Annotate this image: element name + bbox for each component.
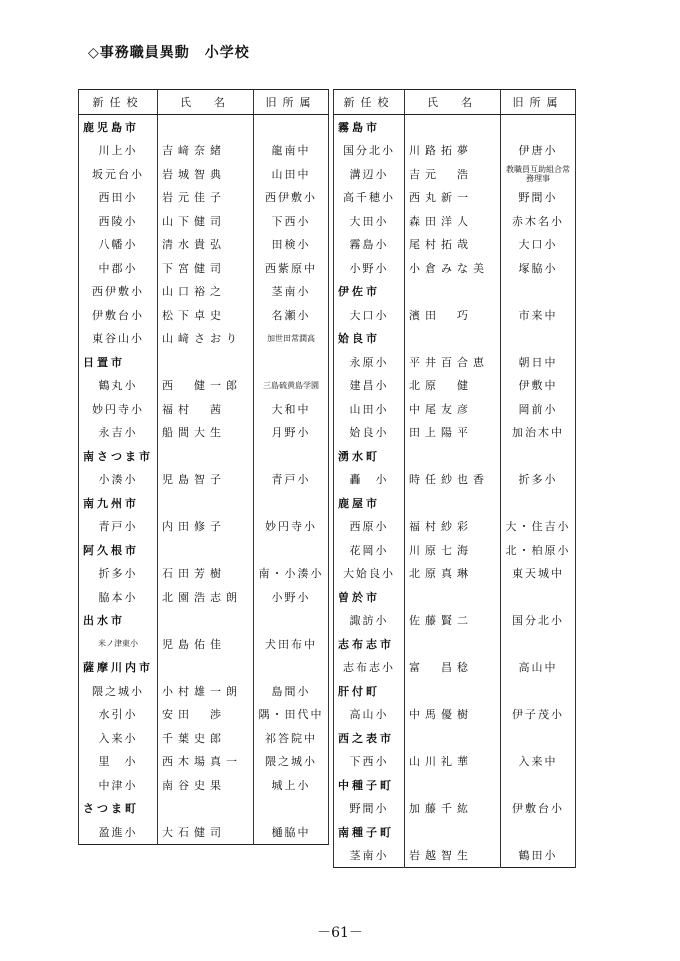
header-row [79,90,329,115]
new-school-cell: 志布志小 [334,656,405,680]
empty-cell [405,773,501,797]
name-cell: 西 健一郎 [158,374,254,398]
table-row [79,374,329,398]
old-school-cell: 伊敷中 [501,374,576,398]
table-row [79,162,329,186]
empty-cell [405,327,501,351]
new-school-cell: 折多小 [79,562,158,586]
name-cell: 森田洋人 [405,209,501,233]
new-school-cell: 轟 小 [334,468,405,492]
old-school-cell: 伊唐小 [501,139,576,163]
section-row [79,797,329,821]
new-school-cell: 西田小 [79,186,158,210]
municipality-heading: 南九州市 [79,491,158,515]
old-school-cell: 西伊敷小 [254,186,329,210]
new-school-cell: 脇本小 [79,585,158,609]
name-cell: 岩城智典 [158,162,254,186]
municipality-heading: 志布志市 [334,632,405,656]
empty-cell [158,797,254,821]
table-row [334,750,576,774]
page-number: －61－ [317,925,363,941]
empty-cell [158,656,254,680]
empty-cell [405,820,501,844]
empty-cell [501,632,576,656]
table-row [334,656,576,680]
old-school-cell: 樋脇中 [254,820,329,844]
name-cell: 岩元佳子 [158,186,254,210]
old-school-cell: 下西小 [254,209,329,233]
municipality-heading: 日置市 [79,350,158,374]
empty-cell [405,115,501,139]
new-school-cell: 中津小 [79,773,158,797]
table-row [334,303,576,327]
new-school-cell: 小野小 [334,256,405,280]
name-cell: 中馬優樹 [405,703,501,727]
table-row [334,797,576,821]
section-row [79,444,329,468]
municipality-heading: 湧水町 [334,444,405,468]
new-school-cell: 鶴丸小 [79,374,158,398]
name-cell: 内田修子 [158,515,254,539]
new-school-cell: 盈進小 [79,820,158,844]
left-roster-table [78,89,329,845]
name-cell: 山口裕之 [158,280,254,304]
table-row [334,538,576,562]
name-cell: 佐藤賢二 [405,609,501,633]
municipality-heading: 出水市 [79,609,158,633]
page-title: ◇事務職員異動 小学校 [88,45,250,61]
name-cell: 清水貴弘 [158,233,254,257]
table-row [79,773,329,797]
old-school-cell: 大口小 [501,233,576,257]
name-cell: 児島佑佳 [158,632,254,656]
municipality-heading: 阿久根市 [79,538,158,562]
old-school-cell: 名瀬小 [254,303,329,327]
empty-cell [501,820,576,844]
table-row [334,374,576,398]
header-new-school: 新任校 [79,90,158,115]
new-school-cell: 小湊小 [79,468,158,492]
table-row [334,421,576,445]
old-school-cell: 野間小 [501,186,576,210]
name-cell: 川原七海 [405,538,501,562]
new-school-cell: 八幡小 [79,233,158,257]
table-row [334,562,576,586]
old-school-cell: 南・小湊小 [254,562,329,586]
old-school-cell: 伊敷台小 [501,797,576,821]
new-school-cell: 茎南小 [334,844,405,868]
table-row [79,139,329,163]
empty-cell [501,585,576,609]
empty-cell [501,773,576,797]
old-school-cell: 東天城中 [501,562,576,586]
new-school-cell: 入来小 [79,726,158,750]
new-school-cell: 西伊敷小 [79,280,158,304]
name-cell: 北原 健 [405,374,501,398]
empty-cell [158,609,254,633]
table-row [334,233,576,257]
name-cell: 大石健司 [158,820,254,844]
old-school-cell: 西紫原中 [254,256,329,280]
section-row [79,350,329,374]
empty-cell [158,350,254,374]
empty-cell [501,491,576,515]
new-school-cell: 高千穂小 [334,186,405,210]
old-school-cell: 妙円寺小 [254,515,329,539]
header-name: 氏 名 [405,90,501,115]
table-row [79,468,329,492]
empty-cell [254,115,329,139]
empty-cell [405,679,501,703]
name-cell: 中尾友彦 [405,397,501,421]
new-school-cell: 永原小 [334,350,405,374]
empty-cell [501,444,576,468]
name-cell: 川路拓夢 [405,139,501,163]
section-row [334,280,576,304]
municipality-heading: 伊佐市 [334,280,405,304]
name-cell: 安田 渉 [158,703,254,727]
new-school-cell: 青戸小 [79,515,158,539]
new-school-cell: 中郡小 [79,256,158,280]
table-row [334,703,576,727]
empty-cell [254,797,329,821]
name-cell: 富 昌稔 [405,656,501,680]
old-school-cell: 国分北小 [501,609,576,633]
new-school-cell: 永吉小 [79,421,158,445]
right-roster-table [333,89,576,868]
table-row [79,750,329,774]
old-school-cell: 教職員互助組合常務理事 [501,162,576,186]
new-school-cell: 野間小 [334,797,405,821]
empty-cell [405,726,501,750]
table-row [79,515,329,539]
section-row [334,585,576,609]
municipality-heading: 姶良市 [334,327,405,351]
name-cell: 加藤千紘 [405,797,501,821]
name-cell: 西丸新一 [405,186,501,210]
name-cell: 尾村拓哉 [405,233,501,257]
empty-cell [405,280,501,304]
old-school-cell: 入来中 [501,750,576,774]
old-school-cell: 小野小 [254,585,329,609]
old-school-cell: 隅・田代中 [254,703,329,727]
old-school-cell: 赤木名小 [501,209,576,233]
section-row [334,444,576,468]
name-cell: 下宮健司 [158,256,254,280]
old-school-cell: 城上小 [254,773,329,797]
empty-cell [501,726,576,750]
name-cell: 岩越智生 [405,844,501,868]
municipality-heading: 霧島市 [334,115,405,139]
municipality-heading: 曽於市 [334,585,405,609]
table-row [334,162,576,186]
old-school-cell: 田検小 [254,233,329,257]
table-row [79,679,329,703]
header-old-school: 旧所属 [254,90,329,115]
empty-cell [405,491,501,515]
name-cell: 小村雄一朗 [158,679,254,703]
old-school-cell: 朝日中 [501,350,576,374]
name-cell: 山﨑さおり [158,327,254,351]
municipality-heading: さつま町 [79,797,158,821]
name-cell: 山下健司 [158,209,254,233]
municipality-heading: 南種子町 [334,820,405,844]
new-school-cell: 国分北小 [334,139,405,163]
name-cell: 千葉史郎 [158,726,254,750]
empty-cell [501,280,576,304]
name-cell: 福村 茜 [158,397,254,421]
section-row [334,820,576,844]
name-cell: 吉元 浩 [405,162,501,186]
old-school-cell: 祁答院中 [254,726,329,750]
table-row [79,632,329,656]
empty-cell [501,327,576,351]
empty-cell [254,491,329,515]
empty-cell [254,538,329,562]
section-row [334,773,576,797]
name-cell: 南谷史果 [158,773,254,797]
section-row [79,538,329,562]
table-row [79,820,329,844]
old-school-cell: 三島硫黄島学園 [254,374,329,398]
table-row [79,703,329,727]
old-school-cell: 青戸小 [254,468,329,492]
new-school-cell: 霧島小 [334,233,405,257]
new-school-cell: 隈之城小 [79,679,158,703]
municipality-heading: 西之表市 [334,726,405,750]
empty-cell [254,609,329,633]
old-school-cell: 塚脇小 [501,256,576,280]
old-school-cell: 市来中 [501,303,576,327]
name-cell: 松下卓史 [158,303,254,327]
new-school-cell: 大姶良小 [334,562,405,586]
table-row [334,209,576,233]
name-cell: 船間大生 [158,421,254,445]
name-cell: 濱田 巧 [405,303,501,327]
name-cell: 北原真琳 [405,562,501,586]
new-school-cell: 溝辺小 [334,162,405,186]
new-school-cell: 諏訪小 [334,609,405,633]
section-row [334,327,576,351]
old-school-cell: 隈之城小 [254,750,329,774]
table-row [79,585,329,609]
name-cell: 平井百合恵 [405,350,501,374]
municipality-heading: 薩摩川内市 [79,656,158,680]
table-row [79,186,329,210]
old-school-cell: 茎南小 [254,280,329,304]
name-cell: 小倉みな美 [405,256,501,280]
new-school-cell: 姶良小 [334,421,405,445]
table-row [79,303,329,327]
old-school-cell: 月野小 [254,421,329,445]
new-school-cell: 花岡小 [334,538,405,562]
empty-cell [254,656,329,680]
empty-cell [405,585,501,609]
new-school-cell: 高山小 [334,703,405,727]
section-row [334,632,576,656]
table-row [334,139,576,163]
municipality-heading: 鹿屋市 [334,491,405,515]
municipality-heading: 肝付町 [334,679,405,703]
table-row [334,515,576,539]
new-school-cell: 里 小 [79,750,158,774]
old-school-cell: 加世田常潤高 [254,327,329,351]
table-row [79,397,329,421]
section-row [79,115,329,139]
new-school-cell: 川上小 [79,139,158,163]
old-school-cell: 大・住吉小 [501,515,576,539]
table-row [334,468,576,492]
new-school-cell: 水引小 [79,703,158,727]
name-cell: 時任紗也香 [405,468,501,492]
header-row [334,90,576,115]
empty-cell [501,115,576,139]
old-school-cell: 大和中 [254,397,329,421]
empty-cell [405,444,501,468]
table-row [334,844,576,868]
new-school-cell: 下西小 [334,750,405,774]
header-old-school: 旧所属 [501,90,576,115]
table-row [79,726,329,750]
old-school-cell: 岡前小 [501,397,576,421]
table-row [79,280,329,304]
table-row [79,562,329,586]
section-row [79,656,329,680]
table-row [79,327,329,351]
new-school-cell: 大口小 [334,303,405,327]
new-school-cell: 坂元台小 [79,162,158,186]
empty-cell [158,444,254,468]
table-row [334,186,576,210]
new-school-cell: 米ノ津東小 [79,632,158,656]
section-row [334,726,576,750]
table-row [334,350,576,374]
table-row [79,233,329,257]
name-cell: 福村紗彩 [405,515,501,539]
empty-cell [501,679,576,703]
table-row [334,397,576,421]
old-school-cell: 加治木中 [501,421,576,445]
old-school-cell: 島間小 [254,679,329,703]
name-cell: 児島智子 [158,468,254,492]
table-row [334,256,576,280]
section-row [79,491,329,515]
old-school-cell: 伊子茂小 [501,703,576,727]
section-row [79,609,329,633]
name-cell: 田上陽平 [405,421,501,445]
municipality-heading: 南さつま市 [79,444,158,468]
new-school-cell: 西原小 [334,515,405,539]
municipality-heading: 鹿児島市 [79,115,158,139]
name-cell: 西木場真一 [158,750,254,774]
new-school-cell: 妙円寺小 [79,397,158,421]
section-row [334,491,576,515]
empty-cell [158,491,254,515]
new-school-cell: 伊敷台小 [79,303,158,327]
new-school-cell: 建昌小 [334,374,405,398]
empty-cell [405,632,501,656]
name-cell: 北園浩志朗 [158,585,254,609]
municipality-heading: 中種子町 [334,773,405,797]
new-school-cell: 西陵小 [79,209,158,233]
table-row [79,209,329,233]
header-name: 氏 名 [158,90,254,115]
table-row [79,421,329,445]
table-row [334,609,576,633]
new-school-cell: 大田小 [334,209,405,233]
section-row [334,115,576,139]
old-school-cell: 犬田布中 [254,632,329,656]
new-school-cell: 山田小 [334,397,405,421]
empty-cell [254,350,329,374]
old-school-cell: 山田中 [254,162,329,186]
old-school-cell: 北・柏原小 [501,538,576,562]
old-school-cell: 龍南中 [254,139,329,163]
name-cell: 石田芳樹 [158,562,254,586]
old-school-cell: 鶴田小 [501,844,576,868]
old-school-cell: 折多小 [501,468,576,492]
name-cell: 吉﨑奈緒 [158,139,254,163]
table-row [79,256,329,280]
old-school-cell: 高山中 [501,656,576,680]
empty-cell [158,538,254,562]
new-school-cell: 東谷山小 [79,327,158,351]
empty-cell [158,115,254,139]
name-cell: 山川礼華 [405,750,501,774]
empty-cell [254,444,329,468]
header-new-school: 新任校 [334,90,405,115]
section-row [334,679,576,703]
